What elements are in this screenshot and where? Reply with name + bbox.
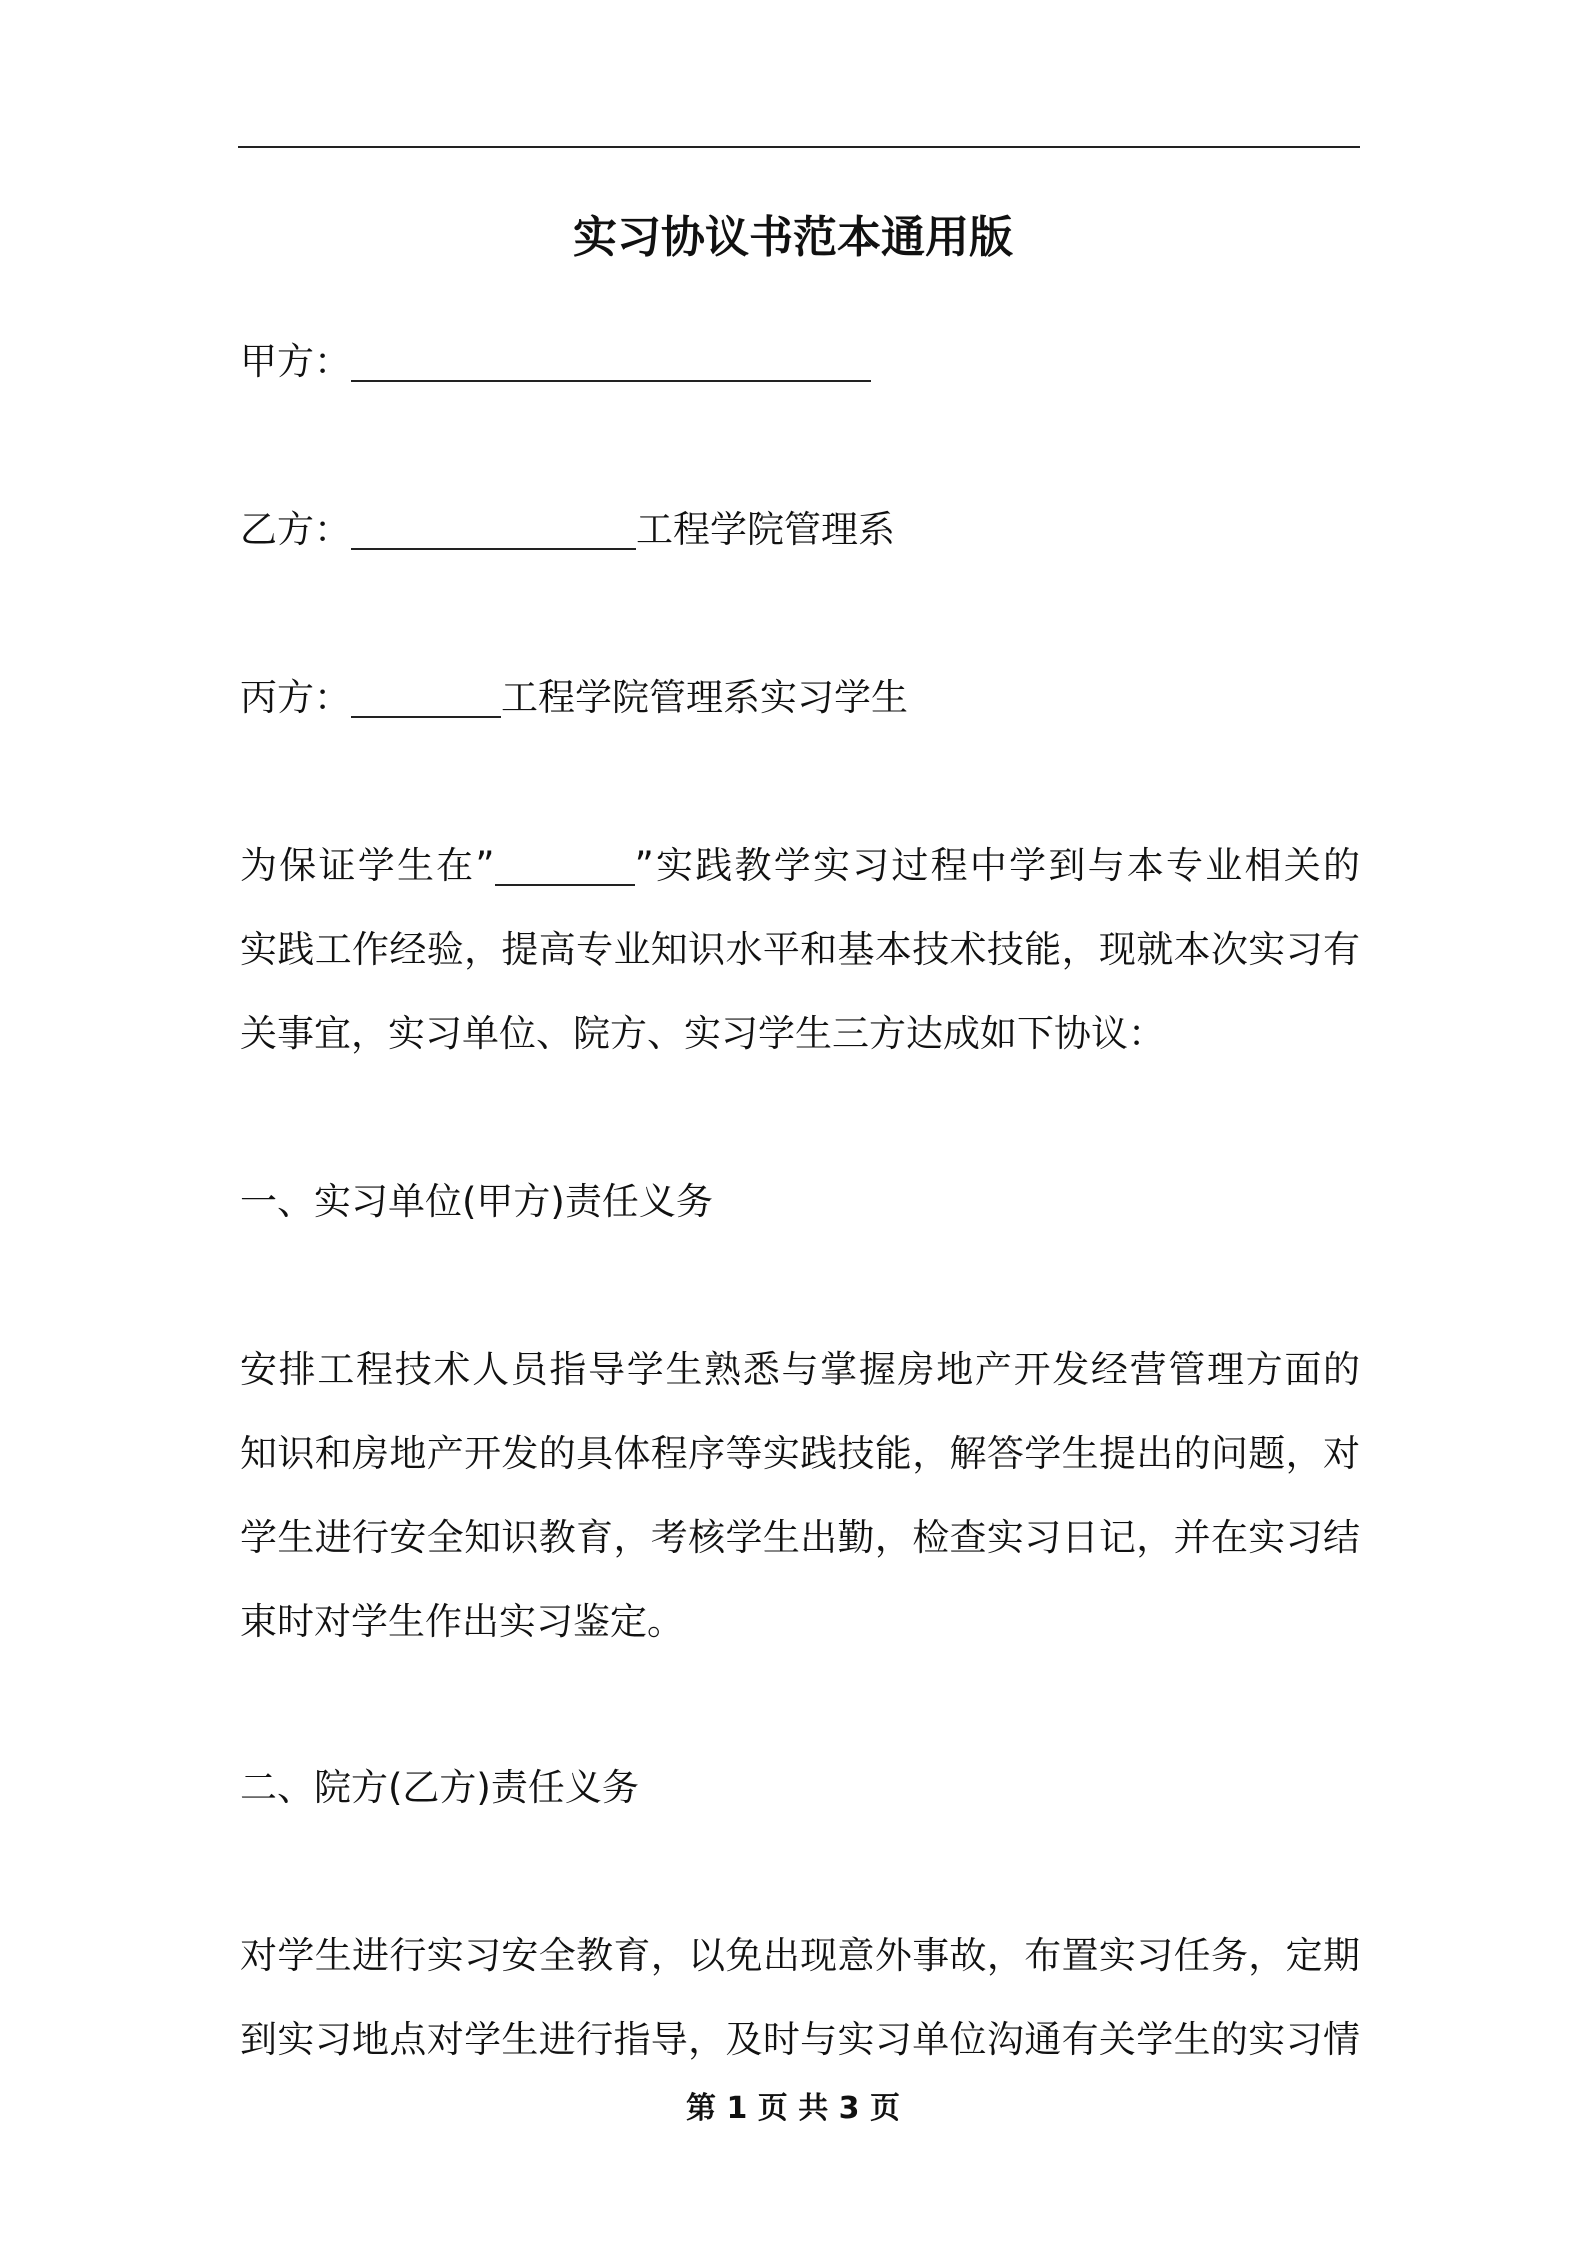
party-a-blank <box>351 340 871 382</box>
party-a-line <box>240 320 1360 404</box>
intro-paragraph <box>240 824 1360 1076</box>
section-1-body <box>240 1328 1360 1664</box>
section-2-line-1: 对学生进行实习安全教育，以免出现意外事故，布置实习任务，定期 <box>240 1934 1360 1977</box>
party-b-blank <box>351 508 636 550</box>
section-1-line-2: 知识和房地产开发的具体程序等实践技能，解答学生提出的问题，对 <box>240 1432 1360 1475</box>
intro-line-1-before: 为保证学生在” <box>240 844 495 887</box>
party-a-label: 甲方： <box>240 340 351 383</box>
page-number: 第 1 页 共 3 页 <box>686 2091 900 2126</box>
document-title: 实习协议书范本通用版 <box>573 212 1013 263</box>
intro-line-1 <box>240 824 1360 908</box>
section-2-line-2: 到实习地点对学生进行指导，及时与实习单位沟通有关学生的实习情 <box>240 2018 1360 2061</box>
intro-line-1-after: ”实践教学实习过程中学到与本专业相关的 <box>634 844 1361 887</box>
party-b-suffix: 工程学院管理系 <box>636 508 895 551</box>
section-1-line-3: 学生进行安全知识教育，考核学生出勤，检查实习日记，并在实习结 <box>240 1516 1360 1559</box>
party-c-label: 丙方： <box>240 676 351 719</box>
practice-name-blank <box>495 844 635 886</box>
section-1-line-1: 安排工程技术人员指导学生熟悉与掌握房地产开发经营管理方面的 <box>240 1348 1360 1391</box>
party-c-line <box>240 656 1360 740</box>
section-1-line-4: 束时对学生作出实习鉴定。 <box>240 1600 684 1643</box>
section-2-body <box>240 1914 1360 2082</box>
header-rule <box>238 146 1360 148</box>
intro-line-2: 实践工作经验，提高专业知识水平和基本技术技能，现就本次实习有 <box>240 928 1360 971</box>
section-1-heading: 一、实习单位(甲方)责任义务 <box>240 1180 713 1223</box>
section-2-heading: 二、院方(乙方)责任义务 <box>240 1766 639 1809</box>
party-c-suffix: 工程学院管理系实习学生 <box>501 676 908 719</box>
intro-line-3: 关事宜，实习单位、院方、实习学生三方达成如下协议： <box>240 1012 1165 1055</box>
party-b-label: 乙方： <box>240 508 351 551</box>
party-b-line <box>240 488 1360 572</box>
party-c-blank <box>351 676 501 718</box>
